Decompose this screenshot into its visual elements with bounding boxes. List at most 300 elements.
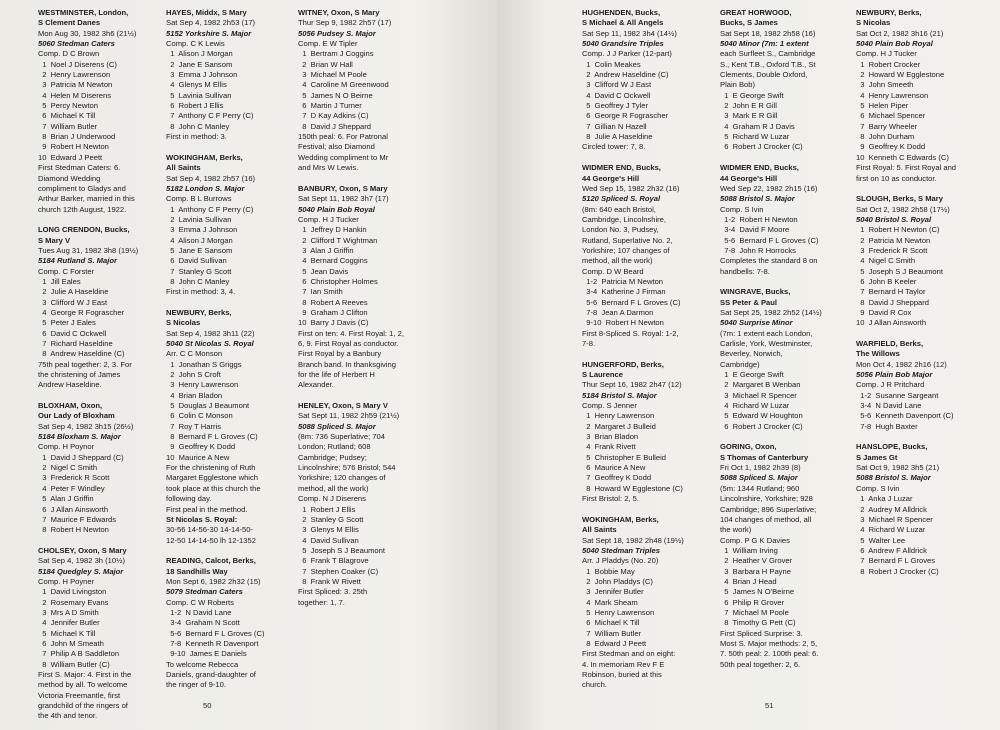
text-line: 9 Graham J Clifton [298, 307, 368, 317]
text-line: 7-8 Hugh Baxter [856, 421, 918, 431]
text-line: 50th peal together: 2, 6. [720, 659, 801, 669]
text-line: 6 Christopher Holmes [298, 276, 378, 286]
text-line: 9-10 James E Daniels [166, 649, 247, 659]
text-line: 1 Henry Lawrenson [582, 411, 655, 421]
text-line: 6 Colin C Monson [166, 411, 233, 421]
text-line: 5 Alan J Griffin [38, 494, 94, 504]
text-line: First Stedman and on eight: [582, 649, 676, 659]
text-line: 1 Anka J Luzar [856, 494, 913, 504]
text-line: 2 Nigel C Smith [38, 463, 98, 473]
text-line: 7 Roy T Harris [166, 421, 221, 431]
entry-heading: HENLEY, Oxon, S Mary V [298, 401, 388, 411]
text-line: 2 Julie A Haseldine [38, 287, 109, 297]
text-line: 3 Michael M Poole [298, 70, 367, 80]
entry-heading: WIDMER END, Bucks, [582, 163, 661, 173]
text-line: (7m: 1 extent each London, [720, 328, 813, 338]
entry-heading: BANBURY, Oxon, S Mary [298, 183, 388, 193]
entry-heading: WOKINGHAM, Berks, [582, 514, 659, 524]
text-line: Comp. S Ivin [856, 483, 900, 493]
method-title: 5079 Stedman Caters [166, 587, 243, 597]
text-line: 8 Julie A Haseldine [582, 132, 653, 142]
text-line: 5 Christopher E Bulleid [582, 452, 666, 462]
text-line: 3 Patricia M Newton [38, 80, 113, 90]
text-line: following day. [166, 494, 212, 504]
text-line: 2 Andrew Haseldine (C) [582, 70, 669, 80]
text-line: method, all the work) [582, 256, 653, 266]
entry-heading: S Laurence [582, 370, 623, 380]
method-title: 5040 Plain Bob Royal [856, 39, 933, 49]
text-line: Comp. B L Burrows [166, 194, 232, 204]
entry-heading: HUGHENDEN, Bucks, [582, 8, 661, 17]
text-line: each Surfleet S., Cambridge [720, 49, 816, 59]
text-line: Comp. C W Roberts [166, 597, 234, 607]
entry-heading: WIDMER END, Bucks, [720, 163, 799, 173]
entry-heading: All Saints [166, 163, 201, 173]
text-line: Lincolnshire, Yorkshire; 928 [720, 494, 813, 504]
text-line: 5 Helen Piper [856, 101, 909, 111]
text-line: 1 E George Swift [720, 370, 784, 380]
text-line [856, 329, 956, 339]
text-line: method by all. To welcome [38, 680, 128, 690]
text-line: 1 Robert H Newton (C) [856, 225, 940, 235]
method-title: 5088 Bristol S. Major [720, 194, 795, 204]
text-line: Sat Sept 25, 1982 2h52 (14½) [720, 307, 822, 317]
text-line: 6 Robert J Crocker (C) [720, 421, 803, 431]
column-6 [856, 8, 956, 577]
text-line: First Royal: 5. First Royal and [856, 163, 957, 173]
text-line: 9 Robert H Newton [38, 142, 109, 152]
text-line: Comp. E W Tipler [298, 39, 358, 49]
text-line: Thur Sep 9, 1982 2h57 (17) [298, 18, 392, 28]
text-line [720, 153, 822, 163]
text-line: S., Kent T.B., Oxford T.B., St [720, 59, 816, 69]
text-line: 5-6 Bernard F L Groves (C) [582, 297, 681, 307]
text-line: 7-8 Jean A Darmon [582, 307, 654, 317]
method-title: 5040 Plain Bob Royal [298, 204, 375, 214]
text-line: Comp. D C Brown [38, 49, 100, 59]
text-line: 7 Philip A B Saddleton [38, 649, 120, 659]
text-line: Arthur Barker, married in this [38, 194, 135, 204]
text-line: 1 William Irving [720, 545, 778, 555]
text-line [582, 505, 684, 515]
text-line: Wed Sep 15, 1982 2h32 (16) [582, 183, 680, 193]
text-line: Plain Bob) [720, 80, 756, 90]
text-line: 6 Andrew F Alldrick [856, 545, 927, 555]
text-line: 7 Bernard F L Groves [856, 556, 936, 566]
method-title: 5040 Minor (7m: 1 extent [720, 39, 809, 49]
text-line: Comp. N J Diserens [298, 494, 366, 504]
text-line: First in method: 3, 4. [166, 287, 236, 297]
text-line: 1 Bertram J Coggins [298, 49, 374, 59]
text-line: 10 Barry J Davis (C) [298, 318, 369, 328]
text-line: Festival; also Diamond [298, 142, 375, 152]
text-line: Mon Sept 6, 1982 2h32 (15) [166, 576, 261, 586]
entry-heading: S Clement Danes [38, 18, 101, 28]
text-line: (8m: 640 each Bristol, [582, 204, 656, 214]
text-line: 3 Clifford W J East [38, 297, 108, 307]
text-line: 4 Frank Rivett [582, 442, 636, 452]
entry-heading: CHOLSEY, Oxon, S Mary [38, 545, 127, 555]
text-line: 5 Joseph S J Beaumont [856, 266, 943, 276]
entry-heading: HANSLOPE, Bucks, [856, 442, 928, 452]
method-title: 5040 Grandsire Triples [582, 39, 664, 49]
text-line: 3-4 N David Lane [856, 401, 922, 411]
text-line: 4 Nigel C Smith [856, 256, 916, 266]
entry-heading: Our Lady of Bloxham [38, 411, 115, 421]
text-line: 7 Richard Haseldine [38, 339, 113, 348]
text-line: (8m: 736 Superlative; 704 [298, 432, 385, 442]
text-line: 3 Henry Lawrenson [166, 380, 239, 390]
text-line: 3-4 David F Moore [720, 225, 790, 235]
text-line: 2 Stanley G Scott [298, 514, 364, 524]
text-line: 6 Maurice A New [582, 463, 646, 473]
text-line: 3 Barbara H Payne [720, 566, 791, 576]
method-title: 5056 Plain Bob Major [856, 370, 933, 380]
text-line: first on 10 as conductor. [856, 173, 937, 183]
text-line: 4 Glenys M Ellis [166, 80, 227, 90]
text-line: 7 Geoffrey K Dodd [582, 473, 652, 483]
entry-heading: NEWBURY, Berks, [856, 8, 922, 17]
entry-heading: WESTMINSTER, London, [38, 8, 129, 17]
text-line: 4 Brian J Head [720, 576, 777, 586]
text-line: 1 Colin Meakes [582, 59, 641, 69]
entry-heading: S Thomas of Canterbury [720, 452, 809, 462]
text-line: Mon Oct 4, 1982 2h16 (12) [856, 359, 947, 369]
text-line: 5 Henry Lawrenson [582, 607, 655, 617]
text-line: Sat Oct 2, 1982 2h58 (17½) [856, 204, 950, 214]
text-line: 1 E George Swift [720, 90, 784, 100]
text-line: the 4th and tenor. [38, 711, 98, 721]
text-line: 3 John Smeeth [856, 80, 914, 90]
text-line: Margaret Egglestone which [166, 473, 259, 483]
text-line: 8 Brian J Underwood [38, 132, 116, 142]
text-line: 4 Brian Bladon [166, 390, 223, 400]
text-line: 6 John B Keeler [856, 276, 917, 286]
text-line: 8 Timothy G Pett (C) [720, 618, 796, 628]
left-page [0, 0, 497, 730]
text-line: London; Rutland; 608 [298, 442, 371, 452]
text-line: 4 Helen M Diserens [38, 90, 112, 100]
column-2 [166, 8, 264, 691]
text-line: Wed Sep 22, 1982 2h15 (16) [720, 183, 818, 193]
text-line: 6 Michael K Till [582, 618, 640, 628]
text-line: 10 J Allan Ainsworth [856, 318, 927, 328]
method-title: 5040 St Nicolas S. Royal [166, 339, 254, 348]
method-title: 5184 Bloxham S. Major [38, 432, 121, 442]
text-line: 6 John M Smeath [38, 638, 104, 648]
entry-heading: 44 George's Hill [582, 173, 640, 183]
text-line: Comp. S Jenner [582, 401, 637, 411]
text-line: Comp. J R Pritchard [856, 380, 925, 390]
text-line: First peal in the method. [166, 504, 248, 514]
text-line: 8 David J Sheppard [298, 121, 372, 131]
entry-heading: LONG CRENDON, Bucks, [38, 225, 130, 235]
text-line: 5 Percy Newton [38, 101, 98, 111]
text-line: Arr. J Pladdys (No. 20) [582, 556, 659, 566]
text-line: Comp. J J Parker (12-part) [582, 49, 672, 59]
text-line: 7 Bernard H Taylor [856, 287, 926, 297]
text-line: First on ten: 4. First Royal: 1, 2, [298, 328, 404, 338]
text-line: 5 Geoffrey J Tyler [582, 101, 648, 111]
entry-heading: S Michael & All Angels [582, 18, 664, 28]
text-line: Cambridge; Pudsey; [298, 452, 367, 462]
text-line: 1 Alison J Morgan [166, 49, 233, 59]
text-line: First Spliced: 3. 25th [298, 587, 368, 597]
text-line: Sat Sept 18, 1982 2h58 (16) [720, 28, 816, 38]
text-line: 1 Robert Crocker [856, 59, 921, 69]
text-line: 8 Frank W Rivett [298, 576, 361, 586]
text-line: 1 Robert J Ellis [298, 504, 356, 514]
text-line: 2 Clifford T Wightman [298, 235, 378, 245]
text-line: 1-2 Patricia M Newton [582, 276, 664, 286]
text-line: 2 Heather V Grover [720, 556, 793, 566]
text-line: Sat Sep 4, 1982 3h11 (22) [166, 328, 255, 338]
text-line: 2 Patricia M Newton [856, 235, 931, 245]
text-line: 75th peal together: 2, 3. For [38, 359, 132, 369]
text-line: Sat Sep 4, 1982 2h57 (16) [166, 173, 256, 183]
text-line: Sat Oct 2, 1982 3h16 (21) [856, 28, 944, 38]
text-line: 1 Jonathan S Griggs [166, 359, 242, 369]
text-line: 2 Henry Lawrenson [38, 70, 111, 80]
column-3 [298, 8, 404, 608]
text-line: 7 William Butler [38, 121, 98, 131]
entry-heading: S James Gt [856, 452, 898, 462]
text-line: 7 Barry Wheeler [856, 121, 918, 131]
text-line: 7 Anthony C F Perry (C) [166, 111, 254, 121]
text-line: 1 Noel J Diserens (C) [38, 59, 117, 69]
text-line: 4 Caroline M Greenwood [298, 80, 389, 90]
text-line: First in method: 3. [166, 132, 227, 142]
text-line: 8 John C Manley [166, 121, 230, 131]
text-line: First Stedman Caters: 6. [38, 163, 121, 173]
entry-heading: S Mary V [38, 235, 71, 245]
text-line: 7 D Kay Adkins (C) [298, 111, 369, 121]
text-line: 5-6 Bernard F L Groves (C) [166, 628, 265, 638]
text-line [582, 153, 684, 163]
text-line: 8 John C Manley [166, 276, 230, 286]
text-line: 1-2 N David Lane [166, 607, 232, 617]
text-line: 6 Philip R Grover [720, 597, 785, 607]
text-line: 5 Michael K Till [38, 628, 96, 638]
text-line: Victoria Freemantle, first [38, 690, 121, 700]
text-line: 3 Michael R Spencer [720, 390, 797, 400]
text-line: Circled tower: 7, 8. [582, 142, 646, 152]
text-line: 6, 9. First Royal as conductor. [298, 339, 399, 348]
text-line: 5 Jane E Sansom [166, 245, 233, 255]
text-line: Comp. S Ivin [720, 204, 764, 214]
text-line: 7 Stanley G Scott [166, 266, 232, 276]
method-title: 5182 London S. Major [166, 183, 245, 193]
text-line: Sat Sept 11, 1982 3h7 (17) [298, 194, 389, 204]
text-line: 150th peal: 6. For Patronal [298, 132, 388, 142]
text-line [856, 184, 956, 194]
text-line: 2 Brian W Hall [298, 59, 353, 69]
text-line: Comp. C K Lewis [166, 39, 225, 49]
text-line [38, 215, 138, 225]
text-line: 7 Stephen Coaker (C) [298, 566, 379, 576]
text-line: 1 Jill Eales [38, 276, 81, 286]
text-line: 6 Robert J Crocker (C) [720, 142, 803, 152]
text-line: 8 John Durham [856, 132, 915, 142]
text-line: Robinson, buried at this [582, 670, 662, 679]
entry-heading: SLOUGH, Berks, S Mary [856, 194, 943, 204]
text-line [166, 546, 264, 556]
text-line: 5 James N O Beirne [298, 90, 373, 100]
text-line: 3 Frederick R Scott [856, 245, 928, 255]
text-line: 2 John E R Gill [720, 101, 777, 111]
text-line: 3 Brian Bladon [582, 432, 639, 442]
text-line: First Bristol: 2, 5. [582, 494, 639, 504]
text-line: 7 Ian Smith [298, 287, 343, 297]
text-line: 1-2 Susanne Sargeant [856, 390, 939, 400]
text-line: 3 Clifford W J East [582, 80, 652, 90]
text-line: together: 1, 7. [298, 597, 345, 607]
method-title: 5040 Stedman Triples [582, 545, 660, 555]
text-line: 3 Alan J Griffin [298, 245, 354, 255]
text-line: 3 Jennifer Butler [582, 587, 644, 597]
text-line: Sat Sep 4, 1982 2h53 (17) [166, 18, 256, 28]
text-line: London No. 3, Pudsey, [582, 225, 659, 235]
text-line: 1 David Livingston [38, 587, 107, 597]
text-line: 7-8 Kenneth R Davenport [166, 638, 259, 648]
text-line: 4 Peter F Windley [38, 483, 105, 493]
text-line: 5 Richard W Luzar [720, 132, 790, 142]
text-line: 6 J Allan Ainsworth [38, 504, 109, 514]
text-line: 6 George R Fograscher [582, 111, 669, 121]
text-line: Comp. H J Tucker [298, 214, 359, 224]
entry-heading: BLOXHAM, Oxon, [38, 401, 103, 411]
text-line: grandchild of the ringers of [38, 701, 128, 711]
text-line: the ringer of 9-10. [166, 680, 226, 690]
column-5 [720, 8, 822, 670]
text-line: Sat Sep 4, 1982 3h (10½) [38, 556, 125, 566]
text-line: 6 Robert J Ellis [166, 101, 224, 111]
method-title: 5152 Yorkshire S. Major [166, 28, 252, 38]
entry-heading: 18 Sandhills Way [166, 566, 228, 576]
text-line: Sat Oct 9, 1982 3h5 (21) [856, 463, 940, 473]
text-line [856, 432, 956, 442]
text-line [298, 391, 404, 401]
text-line: Wedding compliment to Mr [298, 152, 389, 162]
text-line: 5-6 Kenneth Davenport (C) [856, 411, 954, 421]
text-line: 8 Bernard F L Groves (C) [166, 432, 258, 442]
text-line: 1-2 Robert H Newton [720, 214, 798, 224]
text-line: 3 Emma J Johnson [166, 70, 238, 80]
text-line: 8 Edward J Peett [582, 638, 647, 648]
entry-heading: WOKINGHAM, Berks, [166, 152, 243, 162]
text-line: 4 David C Ockwell [582, 90, 651, 100]
text-line: For the christening of Ruth [166, 463, 256, 473]
text-line: 4 Richard W Luzar [856, 525, 926, 535]
text-line: 1 Anthony C F Perry (C) [166, 204, 254, 214]
entry-heading: S Nicolas [856, 18, 891, 28]
text-line: 3-4 Graham N Scott [166, 618, 240, 628]
text-line: 8 Howard W Egglestone (C) [582, 483, 683, 493]
text-line: 10 Kenneth C Edwards (C) [856, 152, 949, 162]
text-line: 6 David Sullivan [166, 256, 227, 266]
text-line: Cambridge; 896 Superlative; [720, 504, 817, 514]
text-line: 10 Maurice A New [166, 452, 230, 462]
text-line: Rutland, Superlative No. 2, [582, 235, 673, 245]
text-line [38, 536, 138, 546]
text-line: 5 Joseph S J Beaumont [298, 545, 385, 555]
text-line: Yorkshire; 120 changes of [298, 473, 386, 483]
text-line: 5 Edward W Houghton [720, 411, 803, 421]
text-line: 5 Walter Lee [856, 535, 906, 545]
text-line: 2 Margaret B Wenban [720, 380, 801, 390]
text-line: Comp. D W Beard [582, 266, 644, 276]
text-line: handbells: 7-8. [720, 266, 770, 276]
method-title: 5088 Spliced S. Major [720, 473, 798, 483]
text-line: 2 John Pladdys (C) [582, 576, 653, 586]
text-line: 12-50 14-14-50 lh 12-1352 [166, 535, 256, 545]
text-line: 4 Bernard Coggins [298, 256, 368, 266]
entry-heading: HAYES, Middx, S Mary [166, 8, 247, 17]
entry-heading: Bucks, S James [720, 18, 778, 28]
text-line: the work) [720, 525, 752, 535]
text-line: 6 Michael Spencer [856, 111, 926, 121]
method-title: 5088 Bristol S. Major [856, 473, 931, 483]
text-line: 4 Graham R J Davis [720, 121, 795, 131]
text-line: 7 Maurice F Edwards [38, 514, 117, 524]
text-line: 3 Michael R Spencer [856, 514, 933, 524]
method-title: 5088 Spliced S. Major [298, 421, 376, 431]
text-line: Completes the standard 8 on [720, 256, 818, 266]
text-line: 5 Lavinia Sullivan [166, 90, 232, 100]
text-line: Andrew Haseldine. [38, 380, 102, 390]
text-line: 3 Frederick R Scott [38, 473, 110, 483]
text-line: 7 Michael M Poole [720, 607, 789, 617]
text-line: Sat Sept 18, 1982 2h48 (19½) [582, 535, 684, 545]
text-line: 8 David J Sheppard [856, 297, 930, 307]
text-line: Lincolnshire; 576 Bristol; 544 [298, 463, 396, 473]
text-line: 7 William Butler [582, 628, 642, 638]
text-line: 4 David Sullivan [298, 535, 359, 545]
text-line: compliment to Gladys and [38, 183, 126, 193]
text-line: 6 Frank T Blagrove [298, 556, 369, 566]
text-line: 30-56 14-56-30 14-14-50- [166, 525, 253, 535]
text-line: 3-4 Katherine J Firman [582, 287, 666, 297]
text-line: 2 Rosemary Evans [38, 597, 109, 607]
text-line: First Royal by a Banbury [298, 349, 382, 359]
text-line: Fri Oct 1, 1982 2h39 (8) [720, 463, 801, 473]
text-line: 4 Richard W Luzar [720, 401, 790, 411]
text-line: and Mrs W Lewis. [298, 163, 359, 173]
text-line: 1 Jeffrey D Hankin [298, 225, 367, 235]
text-line: Tues Aug 31, 1982 3h8 (19½) [38, 245, 139, 255]
method-title: 5184 Rutland S. Major [38, 256, 117, 266]
text-line: the christening of James [38, 370, 121, 380]
text-line [720, 432, 822, 442]
text-line: Most S. Major methods: 2, 5, [720, 638, 818, 648]
text-line: 5 Douglas J Beaumont [166, 401, 250, 411]
entry-heading: 44 George's Hill [720, 173, 778, 183]
text-line: Sat Sep 4, 1982 3h15 (26½) [38, 421, 134, 431]
text-line: 2 Audrey M Alldrick [856, 504, 927, 514]
text-line: 2 Howard W Egglestone [856, 70, 945, 80]
text-line: 5-6 Bernard F L Groves (C) [720, 235, 819, 245]
text-line: 7-8. [582, 339, 596, 348]
text-line: Comp. C Forster [38, 266, 95, 276]
right-page [497, 0, 1000, 730]
entry-heading: NEWBURY, Berks, [166, 307, 232, 317]
text-line: 4 Jennifer Butler [38, 618, 100, 628]
text-line: 1 David J Sheppard (C) [38, 452, 124, 462]
page-number-left: 50 [203, 701, 212, 710]
text-line: Sat Sept 11, 1982 2h59 (21½) [298, 411, 400, 421]
text-line: 8 Andrew Haseldine (C) [38, 349, 125, 359]
column-4 [582, 8, 684, 691]
